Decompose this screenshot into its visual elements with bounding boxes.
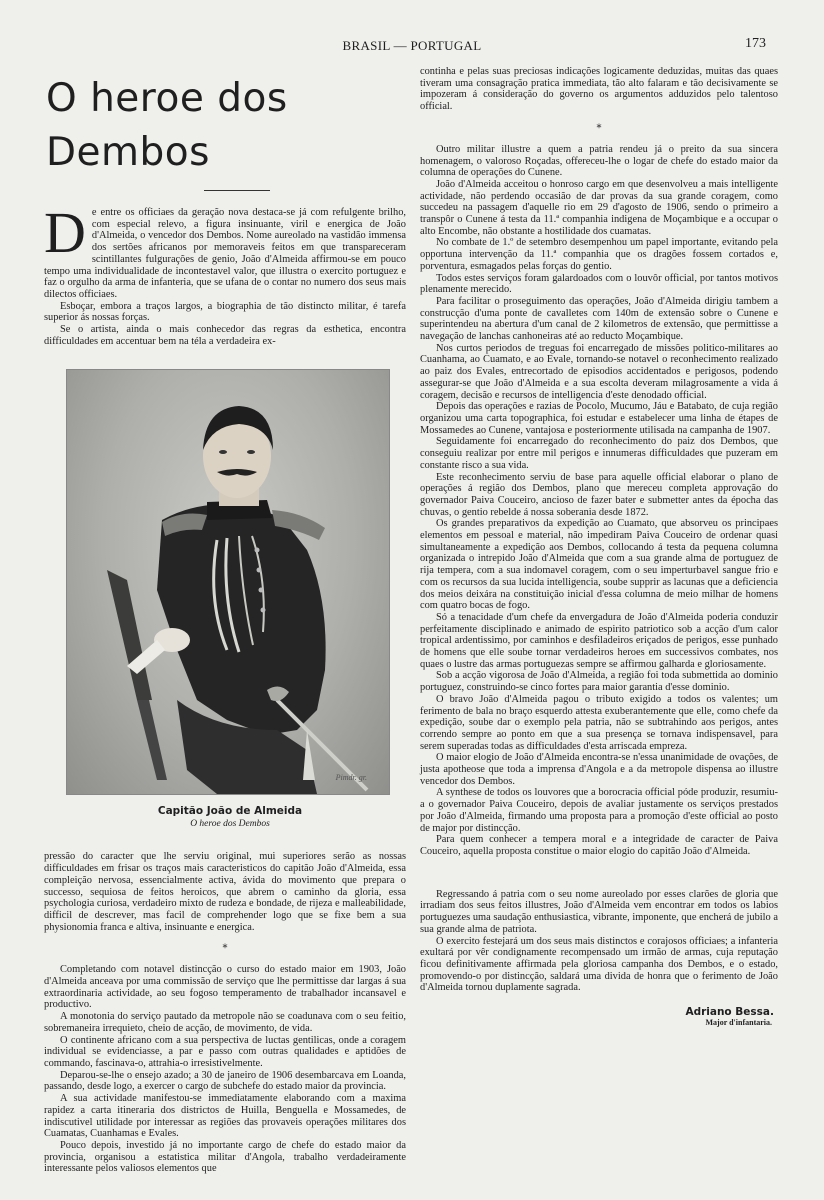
body-paragraph: Sob a acção vigorosa de João d'Almeida, a região foi toda submettida ao dominio portuguez, construindo-se cinco fortes para maior garantia d'esse dominio. bbox=[420, 670, 778, 694]
intro-text: e entre os officiaes da geração nova destaca-se já com refulgente brilho, com especial relevo, a figura insinuante, viril e energica de João d'Almeida, o vencedor dos Dembos. Nome aureolado na vastidão immensa dos sertões africanos por memoraveis feitos em que transpareceram scintillantes fulgurações de genio, João d'Almeida affirmou-se em pouco tempo uma individualidade de incontestavel valor, que illustra o exercito portuguez e faz o orgulho da arma de infanteria, que se ufana de o contar no numero dos seus mais dilectos officiaes. bbox=[44, 207, 406, 300]
body-paragraph: No combate de 1.º de setembro desempenhou um papel importante, evitando pela opportuna intervenção da 11.ª companhia que os dragões fossem cortados e, porventura, esmagados pelas forças do gentio. bbox=[420, 237, 778, 272]
running-header: BRASIL — PORTUGAL bbox=[342, 38, 482, 53]
body-paragraph: Pouco depois, investido já no importante cargo de chefe do estado maior da provincia, organisou a estatistica militar d'Angola, trabalho verdadeiramente interessante pelos valiosos elementos que bbox=[44, 1139, 406, 1175]
body-paragraph: A monotonia do serviço pautado da metropole não se coadunava com o seu feitio, sobremaneira irrequieto, cheio de acção, de movimento, de vida. bbox=[44, 1011, 406, 1034]
intro-paragraph bbox=[44, 200, 406, 301]
body-paragraph: O maior elogio de João d'Almeida encontra-se n'essa unanimidade de ovações, de justa apotheose que toda a imprensa d'Angola e a da metropole dispensa ao illustre vencedor dos Dembos. bbox=[420, 752, 778, 787]
body-paragraph: Nos curtos periodos de treguas foi encarregado de missões politico-militares ao Cuanhama, ao Cuamato, e ao Evale, tornando-se notavel o reconhecimento realizado ao paiz dos Evales, entrecortado de episodios accidentados e perigosos, podendo assegurar-se que João d'Almeida e a sua escolta deveram milagrosamente a vida á coragem, decisão e recursos de intelligencia d'este denodado official. bbox=[420, 342, 778, 401]
photo-caption-subtitle: O heroe dos Dembos bbox=[190, 819, 270, 830]
body-paragraph: Só a tenacidade d'um chefe da envergadura de João d'Almeida poderia conduzir perfeitamente disciplinado e animado de espirito patriotico sob a acção d'um calor tropical ardentissimo, por caminhos e desfiladeiros eriçados de perigos, esse punhado de homens que elle soube tornar verdadeiros heroes em successivos combates, nos quaes o lustre das armas portuguezas sempre se affirmou galharda e gloriosamente. bbox=[420, 611, 778, 670]
body-paragraph: Seguidamente foi encarregado do reconhecimento do paiz dos Dembos, que conseguiu realizar por entre mil perigos e innumeras difficuldades que puzeram em constante risco a sua vida. bbox=[420, 436, 778, 471]
body-paragraph: O continente africano com a sua perspectiva de luctas gentilicas, onde a coragem individual se evidenciasse, a par e passo com outras qualidades e aptidões de commando, fascinava-o, attrahia-o irresistivelmente. bbox=[44, 1034, 406, 1069]
body-paragraph: Para facilitar o proseguimento das operações, João d'Almeida dirigiu tambem a construcção d'uma ponte de cavalletes com 140m de extensão sobre o Cunene e superintendeu na abertura d'um canal de 2 kilometros de extensão, que permittisse a navegação de lanchas canhoneiras até ao reducto Moçambique. bbox=[420, 295, 778, 343]
body-paragraph: Todos estes serviços foram galardoados com o louvôr official, por tantos motivos plenamente merecido. bbox=[420, 272, 778, 296]
body-paragraph: Se o artista, ainda o mais conhecedor das regras da esthetica, encontra difficuldades em accentuar bem na téla a verdadeira ex- bbox=[44, 324, 406, 347]
body-paragraph: Para quem conhecer a tempera moral e a integridade de caracter de Paiva Couceiro, aquella proposta constitue o maior elogio do capitão João d'Almeida. bbox=[420, 834, 778, 857]
author-role: Major d'infantaria. bbox=[705, 1018, 772, 1028]
body-paragraph: continha e pelas suas preciosas indicações logicamente deduzidas, muitas das quaes tiveram uma consagração pratica immediata, tão alto falaram e tão decisivamente se impozeram á consideração do governo os argumentos adduzidos pelo talentoso official. bbox=[420, 66, 778, 113]
photo-caption-name: Capitão João de Almeida bbox=[157, 805, 303, 818]
photographer-mark: Pimdr. gr. bbox=[335, 773, 367, 783]
portrait-photo bbox=[66, 369, 390, 795]
body-paragraph: João d'Almeida acceitou o honroso cargo em que desenvolveu a mais intelligente actividade, não perdendo occasião de dar provas da sua grande coragem, como succedeu na passagem d'aquelle rio em 29 d'agosto de 1906, sendo o primeiro a transpôr o Cunene á testa da 11.ª companhia indigena de Moçambique e a occupar o alto Encombe, não obstante a hostilidade dos cuamatas. bbox=[420, 178, 778, 237]
body-paragraph: Regressando á patria com o seu nome aureolado por esses clarões de gloria que irradiam dos seus feitos illustres, João d'Almeida vem encontrar em todos os labios portuguezes uma saudação enthusiastica, vibrante, imponente, que encherá de jubilo a sua grande alma de patriota. bbox=[420, 888, 778, 935]
body-paragraph: A synthese de todos os louvores que a borocracia official póde produzir, resumiu-a o governador Paiva Couceiro, depois de avaliar justamente os serviços prestados por João d'Almeida, firmando uma proposta para a promoção d'este official ao posto de major por distincção. bbox=[420, 787, 778, 834]
body-paragraph: Depois das operações e razias de Pocolo, Mucumo, Jáu e Batabato, de cuja região organizou uma carta topographica, foi estudar e estabelecer uma linha de étapes de Mossamedes ao Cunene, vantajosa e posteriormente utilisada na campanha de 1907. bbox=[420, 401, 778, 436]
dropcap-letter: D bbox=[44, 200, 86, 265]
body-paragraph: A sua actividade manifestou-se immediatamente elaborando com a maxima rapidez a carta itineraria dos districtos de Huilla, Benguella e Mossamedes, de indiscutivel utilidade por interessar as regiões das provaveis operações militares dos Cuamatas, Cuanhamas e Evales. bbox=[44, 1093, 406, 1140]
body-paragraph: Deparou-se-lhe o ensejo azado; a 30 de janeiro de 1906 desembarcava em Loanda, passando, desde logo, a exercer o cargo de subchefe do estado maior da provincia. bbox=[44, 1069, 406, 1093]
title-divider bbox=[204, 190, 270, 191]
body-paragraph: Este reconhecimento serviu de base para aquelle official elaborar o plano de operações á região dos Dembos, plano que mereceu completa approvação do governador Paiva Couceiro, ancioso de fazer bater e submetter antes da épocha das chuvas, o gentio rebelde á nossa soberania desde 1872. bbox=[420, 471, 778, 518]
author-name: Adriano Bessa. bbox=[685, 1006, 774, 1019]
right-column bbox=[420, 66, 778, 1027]
body-paragraph: Esboçar, embora a traços largos, a biographia de tão distincto militar, é tarefa superior ás nossas forças. bbox=[44, 300, 406, 324]
page-number: 173 bbox=[745, 36, 766, 51]
body-paragraph: pressão do caracter que lhe serviu original, mui superiores serão as nossas difficuldades em frisar os traços mais caracteristicos do capitão João d'Almeida, essa compleição nervosa, essencialmente activa, ávida do movimento que prepara o successo, sequiosa de feitos heroicos, que abrem o caminho da gloria, essa psychologia curiosa, verdadeiro mixto de rudeza e bondade, de rijeza e malleabilidade, difficil de descrever, mas facil de comprehender logo que se fixe bem a sua physionomia franca e altiva, insinuante e energica. bbox=[44, 851, 406, 933]
body-paragraph: Completando com notavel distincção o curso do estado maior em 1903, João d'Almeida anceava por uma commissão de serviço que lhe permittisse dar largas á sua extraordinaria actividade, ao seu fogoso temperamento de trabalhador incansavel e productivo. bbox=[44, 964, 406, 1011]
portrait-illustration bbox=[67, 370, 389, 794]
body-paragraph: O exercito festejará um dos seus mais distinctos e corajosos officiaes; a infanteria exultará por vêr condignamente recompensado um irmão de armas, cuja reputação ficou definitivamente affirmada pela gloriosa campanha dos Dembos, e o estado, promovendo-o por distincção, saldará uma divida de honra que o ferimento de João d'Almeida tornou duplamente sagrada. bbox=[420, 935, 778, 994]
article-title: O heroe dos Dembos bbox=[46, 76, 288, 175]
section-separator: * bbox=[596, 122, 602, 134]
body-paragraph: Os grandes preparativos da expedição ao Cuamato, que absorveu os principaes elementos em pessoal e material, não impediram Paiva Couceiro de ordenar quasi simultaneamente a expedição aos Dembos, collocando á testa da pequena columna organizada o intrepido João d'Almeida que com a sua grande alma de portuguez de rija tempera, com a sua indomavel coragem, com o seu imperturbavel sangue frio e com os recursos da sua lucida intelligencia, soube supprir as lacunas que a deficiencia dos meios deixára na constituição inicial d'essa columna de meio milhar de homens com quatro bocas de fogo. bbox=[420, 518, 778, 612]
section-separator: * bbox=[222, 943, 228, 955]
body-paragraph: Outro militar illustre a quem a patria rendeu já o preito da sua sincera homenagem, o valoroso Roçadas, offereceu-lhe o logar de chefe do estado maior da columna de operações do Cunene. bbox=[420, 143, 778, 179]
left-column bbox=[44, 66, 406, 1175]
body-paragraph: O bravo João d'Almeida pagou o tributo exigido a todos os valentes; um ferimento de bala no braço esquerdo attesta exuberantemente que elle, como chefe da expedição, soube dar o exemplo pela patria, não se subtrahindo aos perigos, antes correndo sempre ao ponto em que a sua presença se tornava indispensavel, para serem superadas todas as difficuldades d'esta arriscada empreza. bbox=[420, 693, 778, 752]
